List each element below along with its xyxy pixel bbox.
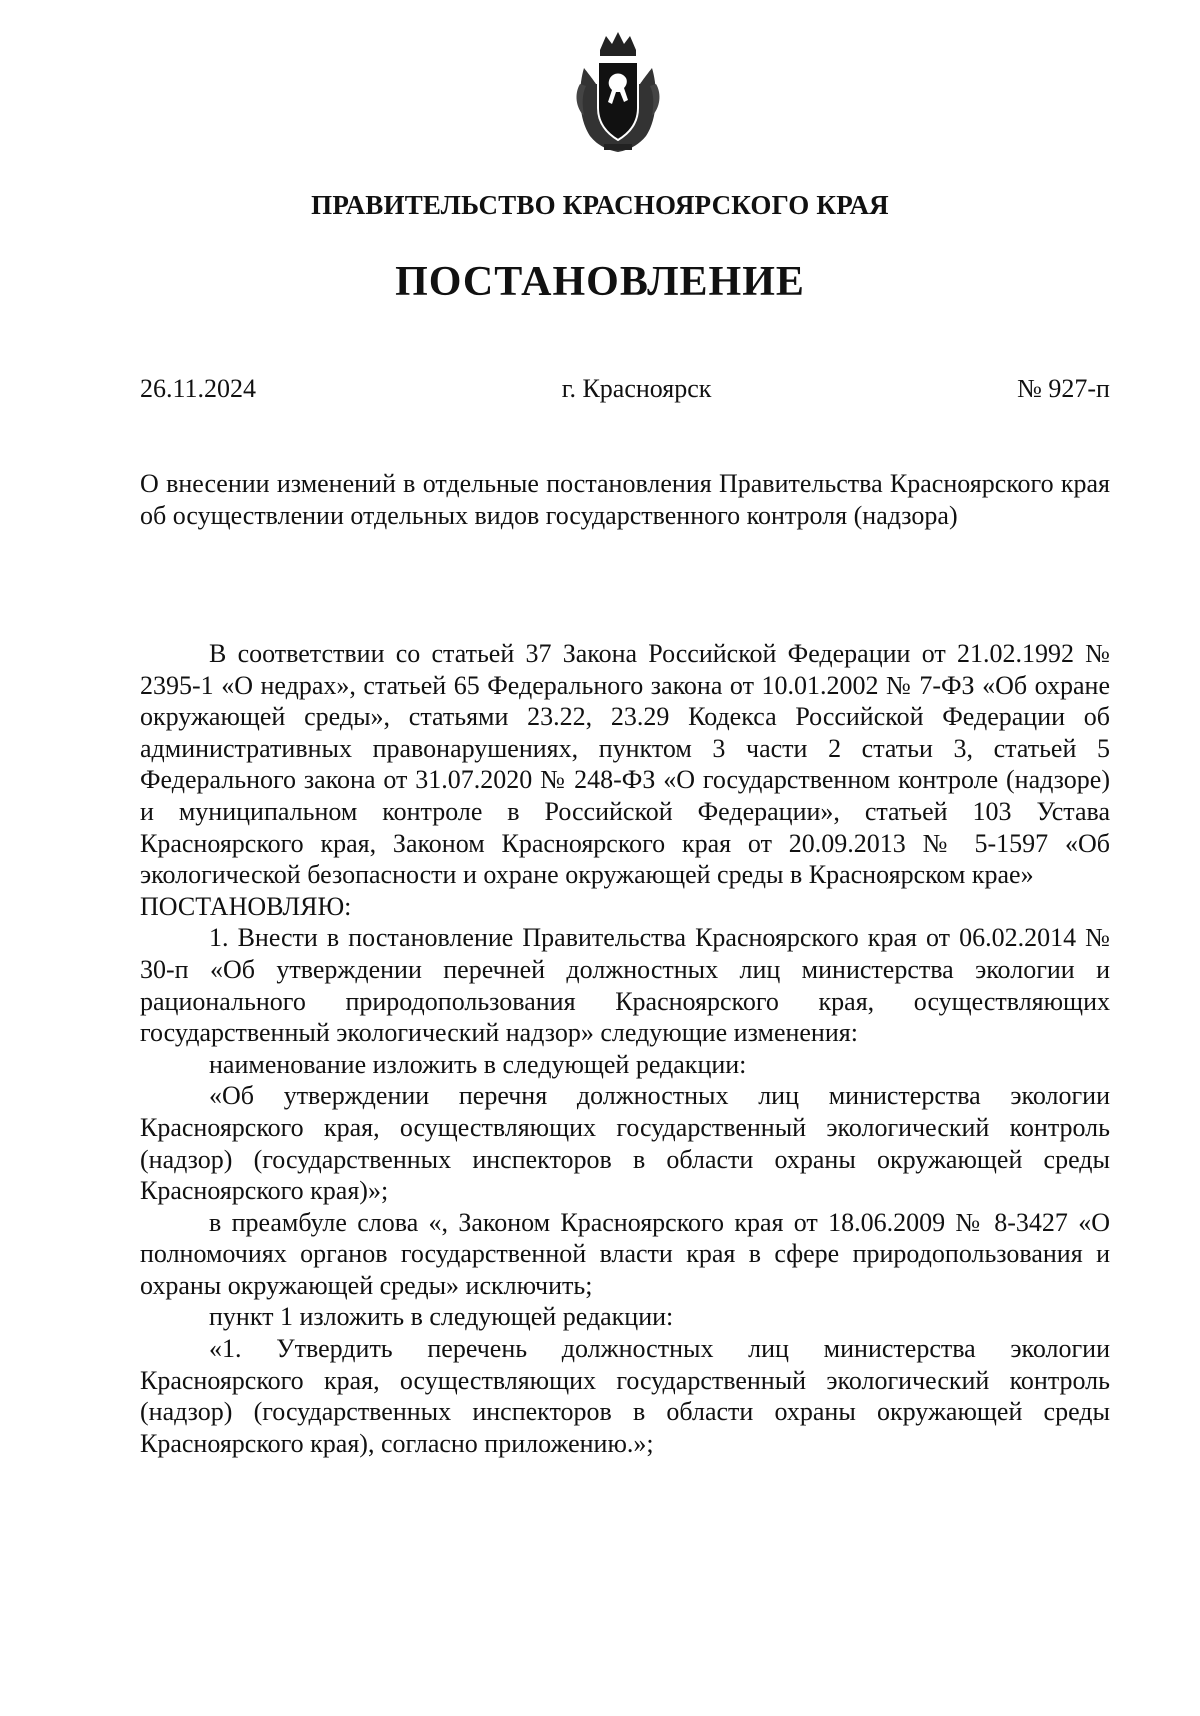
point-1-text: «1. Утвердить перечень должностных лиц министерства экологии Красноярского края, осуществляющих государственный экологический контроль (надзор) (государственных инспекторов в области охраны окружающей среды Красноярского края), согласно приложению.»; xyxy=(140,1334,1110,1458)
decree-word: ПОСТАНОВЛЯЮ: xyxy=(140,891,352,921)
document-meta-row xyxy=(140,374,1110,404)
point-1-intro: пункт 1 изложить в следующей редакции: xyxy=(209,1302,674,1332)
preamble-change-paragraph: в преамбуле слова «, Законом Красноярского края от 18.06.2009 № 8-3427 «О полномочиях органов государственной власти края в сфере природопользования и охраны окружающей среды» исключить; xyxy=(140,1207,1110,1300)
document-city: г. Красноярск xyxy=(561,374,712,403)
name-change-intro: наименование изложить в следующей редакции: xyxy=(209,1049,747,1079)
coat-of-arms-emblem-icon xyxy=(570,28,666,156)
preamble-paragraph: В соответствии со статьей 37 Закона Российской Федерации от 21.02.1992 № 2395-1 «О недрах», статьей 65 Федерального закона от 10.01.2002 № 7-ФЗ «Об охране окружающей среды», статьями 23.22, 23.29 Кодекса Российской Федерации об административных правонарушениях, пунктом 3 части 2 статьи 3, статьей 5 Федерального закона от 31.07.2020 № 248-ФЗ «О государственном контроле (надзоре) и муниципальном контроле в Российской Федерации», статьей 103 Устава Красноярского края, Законом Красноярского края от 20.09.2013 № 5-1597 «Об экологической безопасности и охране окружающей среды в Красноярском крае» xyxy=(140,639,1110,890)
document-type-title: ПОСТАНОВЛЕНИЕ xyxy=(395,259,805,305)
government-name: ПРАВИТЕЛЬСТВО КРАСНОЯРСКОГО КРАЯ xyxy=(311,190,889,220)
document-subject: О внесении изменений в отдельные постановления Правительства Красноярского края об осуществлении отдельных видов государственного контроля (надзора) xyxy=(140,469,1110,530)
document-date: 26.11.2024 xyxy=(140,374,257,403)
document-number: № 927-п xyxy=(1017,374,1110,403)
name-change-text: «Об утверждении перечня должностных лиц министерства экологии Красноярского края, осуществляющих государственный экологический контроль (надзор) (государственных инспекторов в области охраны окружающей среды Красноярского края)»; xyxy=(140,1081,1110,1206)
document-body xyxy=(140,638,1110,1459)
item-1-paragraph: 1. Внести в постановление Правительства Красноярского края от 06.02.2014 № 30-п «Об утверждении перечней должностных лиц министерства экологии и рационального природопользования Красноярского края, осуществляющих государственный экологический надзор» следующие изменения: xyxy=(140,923,1110,1048)
